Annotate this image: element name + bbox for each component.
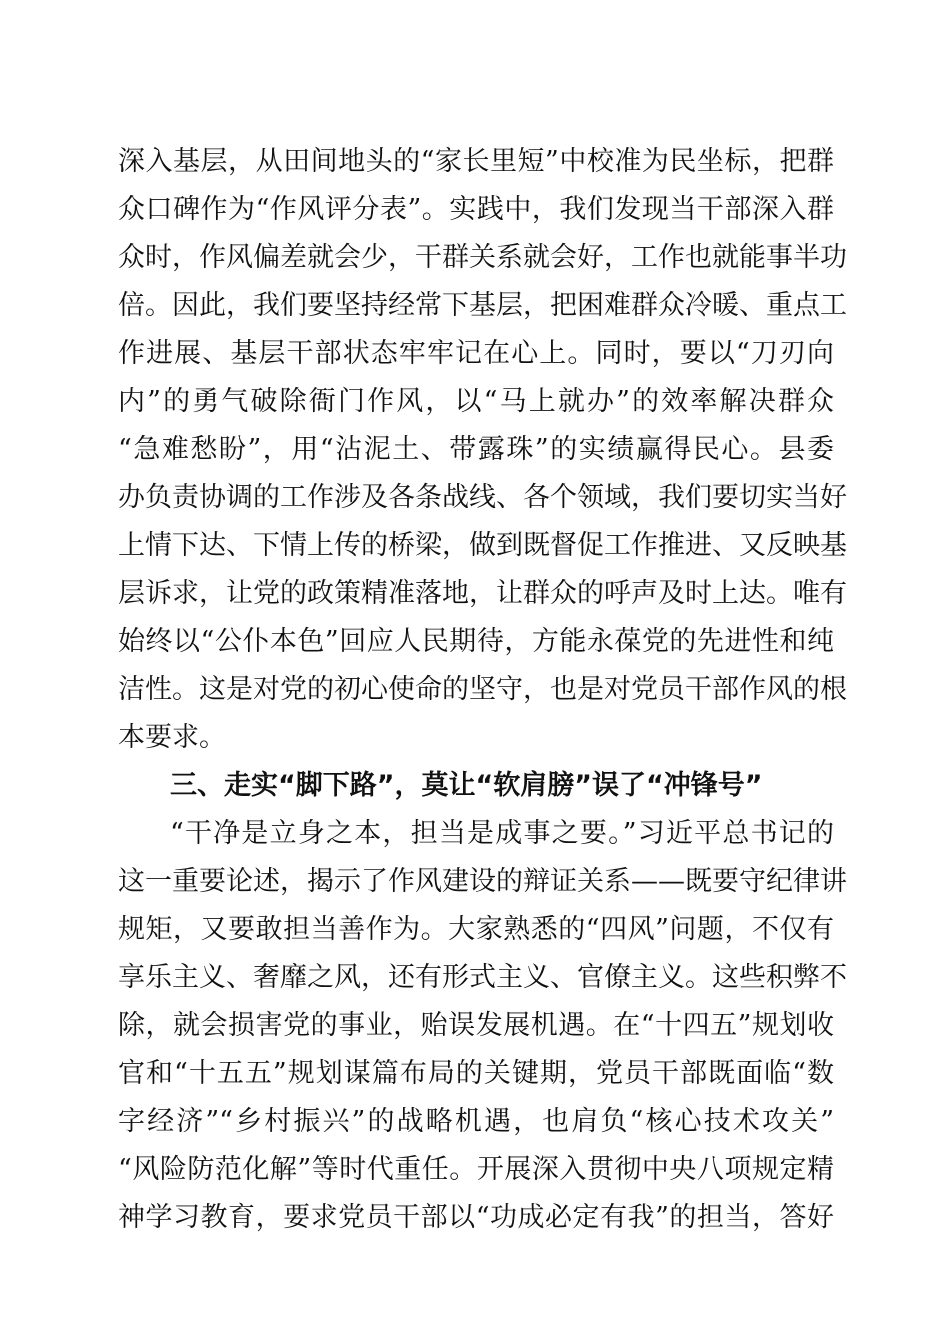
paragraph-2-line-8: “风险防范化解”等时代重任。开展深入贯彻中央八项规定精	[118, 1154, 834, 1185]
paragraph-2-line-3: 规矩，又要敢担当善作为。大家熟悉的“四风”问题，不仅有	[118, 914, 834, 945]
paragraph-1-line-1: 深入基层，从田间地头的“家长里短”中校准为民坐标，把群	[118, 146, 834, 177]
paragraph-2-line-9: 神学习教育，要求党员干部以“功成必定有我”的担当，答好	[118, 1202, 834, 1233]
paragraph-1-line-12: 洁性。这是对党的初心使命的坚守，也是对党员干部作风的根	[118, 674, 847, 705]
paragraph-1-line-4: 倍。因此，我们要坚持经常下基层，把困难群众冷暖、重点工	[118, 290, 847, 321]
paragraph-1-line-8: 办负责协调的工作涉及各条战线、各个领域，我们要切实当好	[118, 482, 847, 513]
paragraph-1-line-9: 上情下达、下情上传的桥梁，做到既督促工作推进、又反映基	[118, 530, 847, 561]
body-text	[118, 138, 847, 1242]
paragraph-2-line-1: “干净是立身之本，担当是成事之要。”习近平总书记的	[170, 818, 834, 849]
paragraph-1-line-2: 众口碑作为“作风评分表”。实践中，我们发现当干部深入群	[118, 194, 834, 225]
paragraph-2-line-7: 字经济”“乡村振兴”的战略机遇，也肩负“核心技术攻关”	[118, 1106, 834, 1137]
paragraph-1-line-6: 内”的勇气破除衙门作风，以“马上就办”的效率解决群众	[118, 386, 834, 417]
paragraph-1-line-5: 作进展、基层干部状态牢牢记在心上。同时，要以“刀刃向	[118, 338, 834, 369]
paragraph-2-line-4: 享乐主义、奢靡之风，还有形式主义、官僚主义。这些积弊不	[118, 962, 847, 993]
paragraph-1-line-11: 始终以“公仆本色”回应人民期待，方能永葆党的先进性和纯	[118, 626, 834, 657]
section-heading: 三、走实“脚下路”，莫让“软肩膀”误了“冲锋号”	[170, 770, 763, 801]
paragraph-2-line-2: 这一重要论述，揭示了作风建设的辩证关系——既要守纪律讲	[118, 866, 847, 897]
paragraph-2-line-6: 官和“十五五”规划谋篇布局的关键期，党员干部既面临“数	[118, 1058, 834, 1089]
paragraph-1-line-3: 众时，作风偏差就会少，干群关系就会好，工作也就能事半功	[118, 242, 847, 273]
paragraph-1-line-10: 层诉求，让党的政策精准落地，让群众的呼声及时上达。唯有	[118, 578, 847, 609]
paragraph-1-line-7: “急难愁盼”，用“沾泥土、带露珠”的实绩赢得民心。县委	[118, 434, 834, 465]
paragraph-1-line-13: 本要求。	[118, 722, 226, 753]
paragraph-2-line-5: 除，就会损害党的事业，贻误发展机遇。在“十四五”规划收	[118, 1010, 834, 1041]
